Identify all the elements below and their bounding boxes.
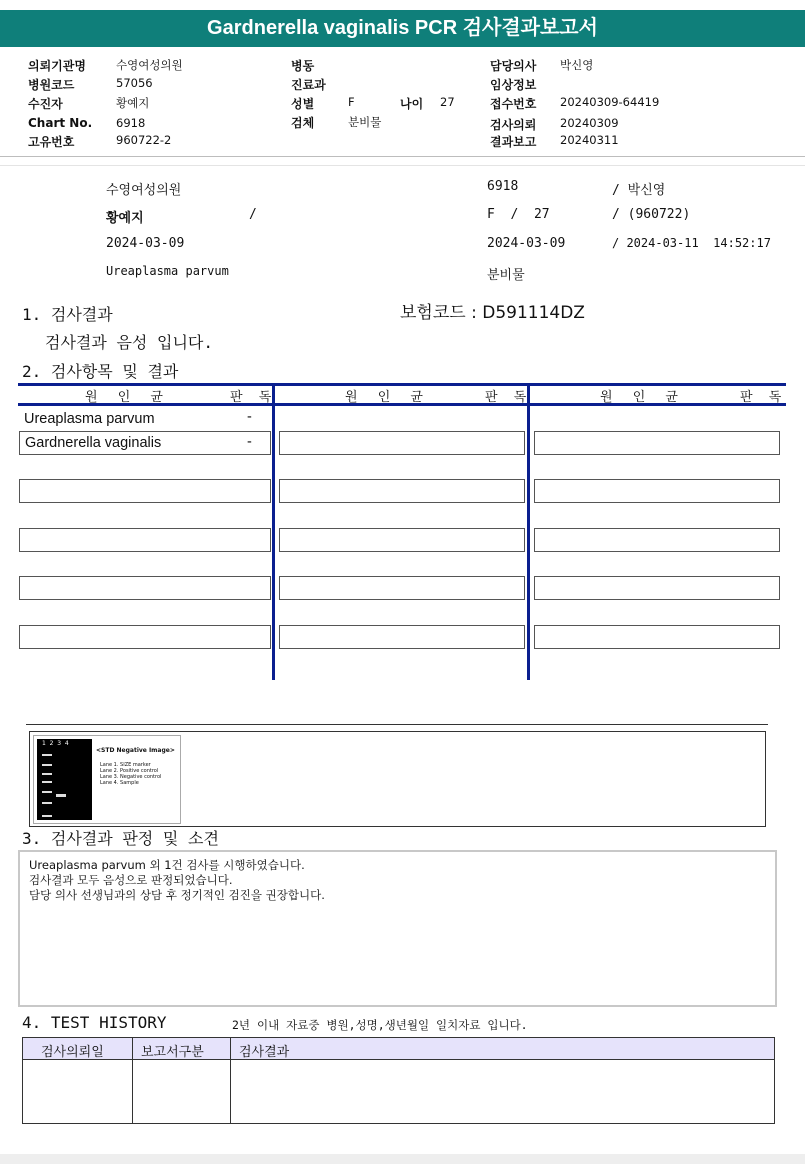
report-title: Gardnerella vaginalis PCR 검사결과보고서 [0,10,805,47]
row2-result: - [247,434,252,450]
section3-heading: 3. 검사결과 판정 및 소견 [22,829,219,848]
opinion-line-3: 담당 의사 선생님과의 상담 후 정기적인 검진을 권장합니다. [29,888,325,902]
history-col-result: 검사결과 [239,1045,290,1060]
summary-datetime: / 2024-03-11 14:52:17 [612,236,771,250]
summary-test-item: Ureaplasma parvum [106,264,229,278]
row2-cell-col1 [19,431,271,455]
summary-name: 황예지 [106,211,144,226]
gel-legend-4: Lane 4. Sample [100,780,139,786]
gel-legend-1: Lane 1. SIZE marker [100,762,151,768]
col3-pathogen-header: 원 인 균 [600,390,686,405]
value-chart-no: 6918 [116,116,146,130]
col2-pathogen-header: 원 인 균 [345,390,431,405]
value-age: 27 [440,95,455,109]
gel-divider [26,724,768,725]
history-col-divider-1 [132,1038,133,1123]
col1-result-header: 판 독 [230,390,278,405]
value-report-date: 20240311 [560,133,619,147]
column-divider-1 [272,383,275,680]
label-doctor: 담당의사 [490,59,537,73]
value-unique-no: 960722-2 [116,133,172,147]
empty-cell [534,576,780,600]
label-department: 진료과 [291,78,326,92]
history-col-divider-2 [230,1038,231,1123]
label-hospital-code: 병원코드 [28,78,75,92]
history-col-request-date: 검사의뢰일 [41,1045,104,1060]
section1-heading: 1. 검사결과 [22,305,113,324]
label-report-date: 결과보고 [490,135,537,149]
value-request-date: 20240309 [560,116,619,130]
insurance-code: 보험코드 : D591114DZ [400,303,585,323]
empty-cell [19,528,271,552]
summary-hospital: 수영여성의원 [106,183,182,198]
history-col-report-type: 보고서구분 [141,1045,204,1060]
gel-image-frame [29,731,766,827]
label-unique-no: 고유번호 [28,135,75,149]
summary-specimen: 분비물 [487,268,525,283]
header-divider-light [0,165,805,166]
label-patient: 수진자 [28,97,63,111]
summary-chart: 6918 [487,179,519,194]
col1-pathogen-header: 원 인 균 [85,390,171,405]
empty-cell [534,479,780,503]
row1-result: - [247,409,252,425]
opinion-line-2: 검사결과 모두 음성으로 판정되었습니다. [29,873,233,887]
col3-result-header: 판 독 [740,390,788,405]
section1-result: 검사결과 음성 입니다. [45,333,214,352]
value-receipt-no: 20240309-64419 [560,95,660,109]
empty-cell [534,625,780,649]
summary-birth: / (960722) [612,207,691,222]
empty-cell [279,576,525,600]
gel-legend-3: Lane 3. Negative control [100,774,162,780]
empty-cell [534,528,780,552]
label-hospital-name: 의뢰기관명 [28,59,86,73]
empty-cell [19,479,271,503]
value-specimen: 분비물 [348,115,382,129]
value-sex: F [348,95,355,109]
empty-cell [279,479,525,503]
empty-cell [279,625,525,649]
row2-cell-col2 [279,431,525,455]
summary-doctor: / 박신영 [612,183,666,198]
section2-heading: 2. 검사항목 및 결과 [22,362,179,381]
column-divider-2 [527,383,530,680]
gel-legend-2: Lane 2. Positive control [100,768,159,774]
opinion-text [29,858,325,903]
label-chart-no: Chart No. [28,116,93,130]
empty-cell [19,625,271,649]
summary-date-receipt: 2024-03-09 [487,236,566,251]
opinion-line-1: Ureaplasma parvum 외 1건 검사를 시행하였습니다. [29,858,305,872]
row1-pathogen: Ureaplasma parvum [24,411,155,427]
label-specimen: 검체 [291,116,315,130]
value-doctor: 박신영 [560,58,594,72]
summary-date-request: 2024-03-09 [106,236,185,251]
opinion-box [18,850,777,1007]
history-note: 2년 이내 자료중 병원,성명,생년월일 일치자료 입니다. [232,1018,528,1032]
row2-cell-col3 [534,431,780,455]
page-footer-bar [0,1154,805,1164]
label-age: 나이 [400,97,424,111]
history-header-row [23,1038,774,1060]
gel-lanes [37,739,92,820]
label-ward: 병동 [291,59,315,73]
summary-sex-age: F / 27 [487,207,550,222]
summary-name-slash: / [249,207,257,222]
label-receipt-no: 접수번호 [490,97,537,111]
gel-lane-numbers: 1 2 3 4 [42,740,69,747]
col2-result-header: 판 독 [485,390,533,405]
empty-cell [19,576,271,600]
value-patient: 황예지 [116,96,150,110]
header-divider [0,156,805,157]
row2-pathogen: Gardnerella vaginalis [25,435,162,451]
value-hospital-name: 수영여성의원 [116,58,183,72]
value-hospital-code: 57056 [116,76,153,90]
gel-title: <STD Negative Image> [96,747,175,754]
history-table [22,1037,775,1124]
label-request-date: 검사의뢰 [490,118,537,132]
label-clinical-info: 임상정보 [490,78,537,92]
empty-cell [279,528,525,552]
section4-heading: 4. TEST HISTORY [22,1013,167,1032]
label-sex: 성별 [291,97,315,111]
gel-image [33,735,181,824]
